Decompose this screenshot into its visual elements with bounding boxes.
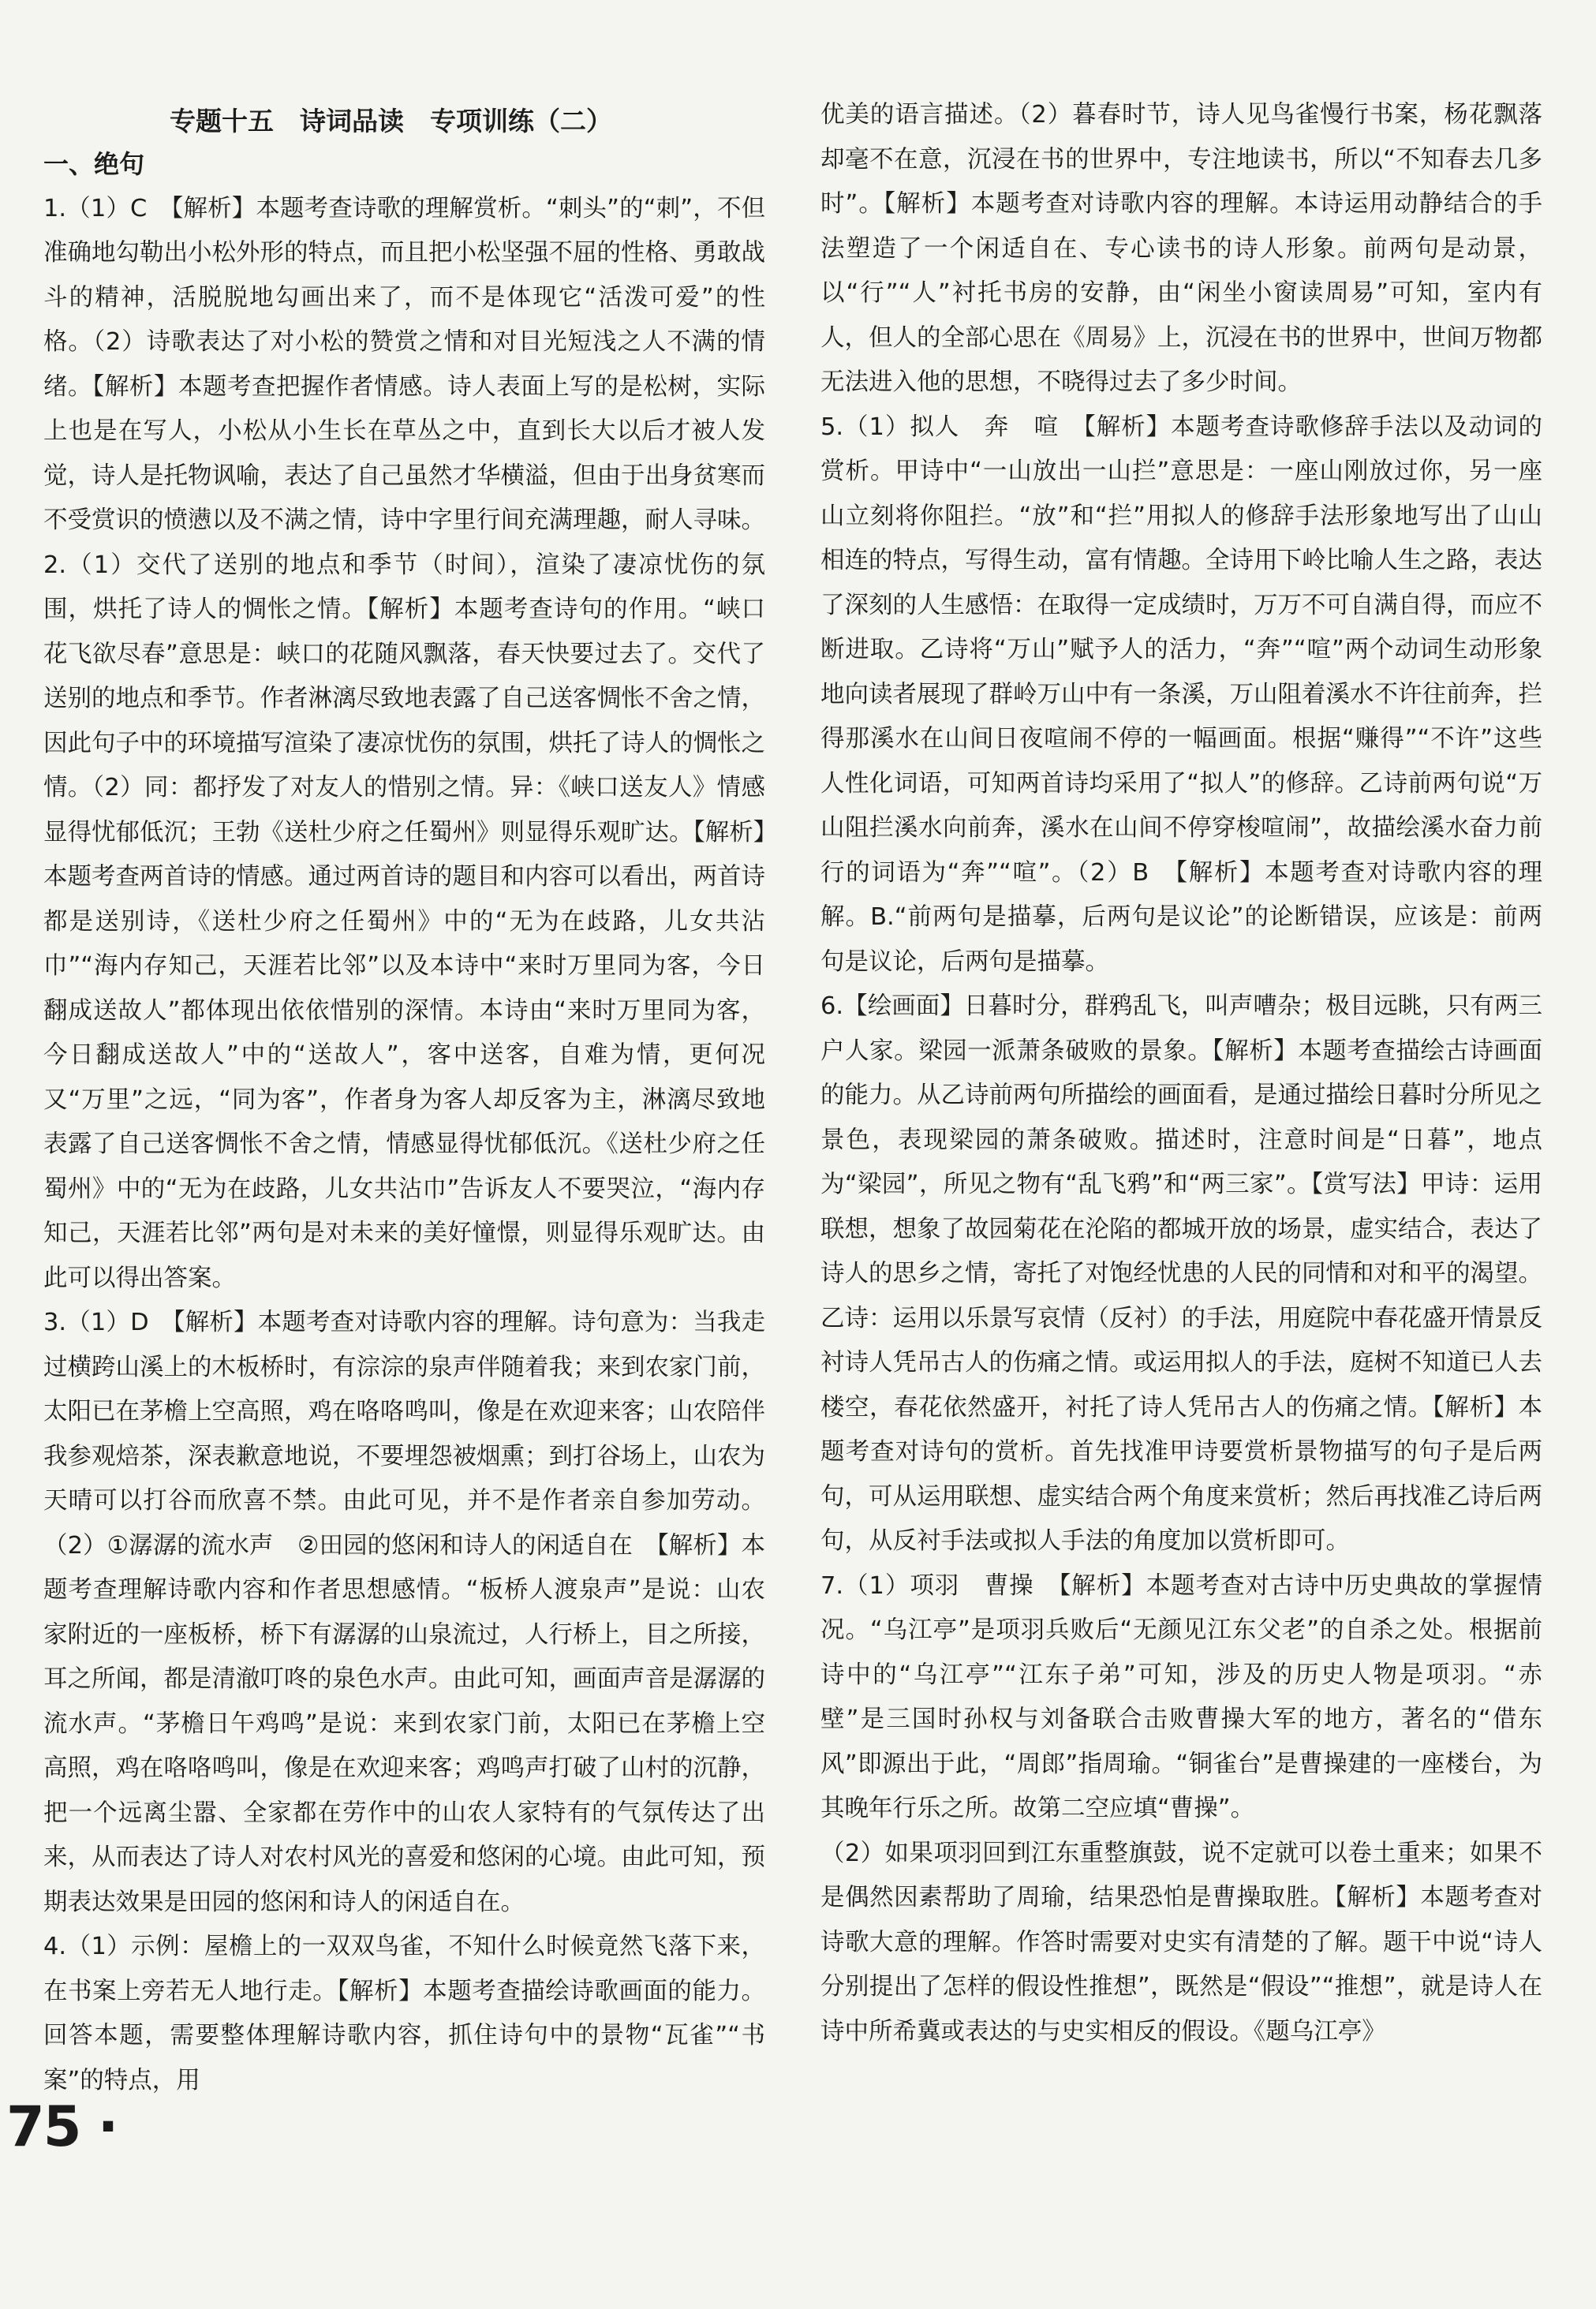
answer-5: 5.（1）拟人 奔 喧 【解析】本题考查诗歌修辞手法以及动词的赏析。甲诗中“一山放出一山拦”意思是：一座山刚放过你，另一座山立刻将你阻拦。“放”和“拦”用拟人的修辞手法形象地写出了山山相连的特点，写得生动，富有情趣。全诗用下岭比喻人生之路，表达了深刻的人生感悟：在取得一定成绩时，万万不可自满自得，而应不断进取。乙诗将“万山”赋予人的活力，“奔”“喧”两个动词生动形象地向读者展现了群岭万山中有一条溪，万山阻着溪水不许往前奔，拦得那溪水在山间日夜喧闹不停的一幅画面。根据“赚得”“不许”这些人性化词语，可知两首诗均采用了“拟人”的修辞。乙诗前两句说“万山阻拦溪水向前奔，溪水在山间不停穿梭喧闹”，故描绘溪水奋力前行的词语为“奔”“喧”。（2）B 【解析】本题考查对诗歌内容的理解。B.“前两句是描摹，后两句是议论”的论断错误，应该是：前两句是议论，后两句是描摹。: [820, 413, 1542, 976]
answer-4-continued: 优美的语言描述。（2）暮春时节，诗人见鸟雀慢行书案，杨花飘落却毫不在意，沉浸在书的世界中，专注地读书，所以“不知春去几多时”。【解析】本题考查对诗歌内容的理解。本诗运用动静结合的手法塑造了一个闲适自在、专心读书的诗人形象。前两句是动景，以“行”“人”衬托书房的安静，由“闲坐小窗读周易”可知，室内有人，但人的全部心思在《周易》上，沉浸在书的世界中，世间万物都无法进入他的思想，不晓得过去了多少时间。: [820, 101, 1542, 396]
answer-3: 3.（1）D 【解析】本题考查对诗歌内容的理解。诗句意为：当我走过横跨山溪上的木板桥时，有淙淙的泉声伴随着我；来到农家门前，太阳已在茅檐上空高照，鸡在咯咯鸣叫，像是在欢迎来客；山农陪伴我参观焙茶，深表歉意地说，不要埋怨被烟熏；到打谷场上，山农为天晴可以打谷而欣喜不禁。由此可见，并不是作者亲自参加劳动。（2）①潺潺的流水声 ②田园的悠闲和诗人的闲适自在 【解析】本题考查理解诗歌内容和作者思想感情。“板桥人渡泉声”是说：山农家附近的一座板桥，桥下有潺潺的山泉流过，人行桥上，目之所接，耳之所闻，都是清澈叮咚的泉色水声。由此可知，画面声音是潺潺的流水声。“茅檐日午鸡鸣”是说：来到农家门前，太阳已在茅檐上空高照，鸡在咯咯鸣叫，像是在欢迎来客；鸡鸣声打破了山村的沉静，把一个远离尘嚣、全家都在劳作中的山农人家特有的气氛传达了出来，从而表达了诗人对农村风光的喜爱和悠闲的心境。由此可知，预期表达效果是田园的悠闲和诗人的闲适自在。: [43, 1309, 765, 1916]
left-column: [43, 98, 765, 2103]
answer-4: 4.（1）示例：屋檐上的一双双鸟雀，不知什么时候竟然飞落下来，在书案上旁若无人地行走。【解析】本题考查描绘诗歌画面的能力。回答本题，需要整体理解诗歌内容，抓住诗句中的景物“瓦雀”“书案”的特点，用: [43, 1933, 765, 2094]
answer-7: 7.（1）项羽 曹操 【解析】本题考查对古诗中历史典故的掌握情况。“乌江亭”是项羽兵败后“无颜见江东父老”的自杀之处。根据前诗中的“乌江亭”“江东子弟”可知，涉及的历史人物是项羽。“赤壁”是三国时孙权与刘备联合击败曹操大军的地方，著名的“借东风”即源出于此，“周郎”指周瑜。“铜雀台”是曹操建的一座楼台，为其晚年行乐之所。故第二空应填“曹操”。: [820, 1571, 1542, 1822]
answer-6: 6.【绘画面】日暮时分，群鸦乱飞，叫声嘈杂；极目远眺，只有两三户人家。梁园一派萧条破败的景象。【解析】本题考查描绘古诗画面的能力。从乙诗前两句所描绘的画面看，是通过描绘日暮时分所见之景色，表现梁园的萧条破败。描述时，注意时间是“日暮”，地点为“梁园”，所见之物有“乱飞鸦”和“两三家”。【赏写法】甲诗：运用联想，想象了故园菊花在沦陷的都城开放的场景，虚实结合，表达了诗人的思乡之情，寄托了对饱经忧患的人民的同情和对和平的渴望。乙诗：运用以乐景写哀情（反衬）的手法，用庭院中春花盛开情景反衬诗人凭吊古人的伤痛之情。或运用拟人的手法，庭树不知道已人去楼空，春花依然盛开，衬托了诗人凭吊古人的伤痛之情。【解析】本题考查对诗句的赏析。首先找准甲诗要赏析景物描写的句子是后两句，可从运用联想、虚实结合两个角度来赏析；然后再找准乙诗后两句，从反衬手法或拟人手法的角度加以赏析即可。: [820, 992, 1542, 1555]
right-column: [820, 93, 1542, 2054]
answer-1: 1.（1）C 【解析】本题考查诗歌的理解赏析。“刺头”的“刺”，不但准确地勾勒出小松外形的特点，而且把小松坚强不屈的性格、勇敢战斗的精神，活脱脱地勾画出来了，而不是体现它“活泼可爱”的性格。（2）诗歌表达了对小松的赞赏之情和对目光短浅之人不满的情绪。【解析】本题考查把握作者情感。诗人表面上写的是松树，实际上也是在写人，小松从小生长在草丛之中，直到长大以后才被人发觉，诗人是托物讽喻，表达了自己虽然才华横溢，但由于出身贫寒而不受赏识的愤懑以及不满之情，诗中字里行间充满理趣，耐人寻味。: [43, 194, 765, 534]
page-number: 75 ·: [6, 2094, 118, 2159]
page-title: 专题十五 诗词品读 专项训练（二）: [170, 106, 612, 136]
answer-7-part-2: （2）如果项羽回到江东重整旗鼓，说不定就可以卷土重来；如果不是偶然因素帮助了周瑜，结果恐怕是曹操取胜。【解析】本题考查对诗歌大意的理解。作答时需要对史实有清楚的了解。题干中说“诗人分别提出了怎样的假设性推想”，既然是“假设”“推想”，就是诗人在诗中所希冀或表达的与史实相反的假设。《题乌江亭》: [820, 1839, 1542, 2046]
answer-2: 2.（1）交代了送别的地点和季节（时间），渲染了凄凉忧伤的氛围，烘托了诗人的惆怅之情。【解析】本题考查诗句的作用。“峡口花飞欲尽春”意思是：峡口的花随风飘落，春天快要过去了。交代了送别的地点和季节。作者淋漓尽致地表露了自己送客惆怅不舍之情，因此句子中的环境描写渲染了凄凉忧伤的氛围，烘托了诗人的惆怅之情。（2）同：都抒发了对友人的惜别之情。异：《峡口送友人》情感显得忧郁低沉；王勃《送杜少府之任蜀州》则显得乐观旷达。【解析】本题考查两首诗的情感。通过两首诗的题目和内容可以看出，两首诗都是送别诗，《送杜少府之任蜀州》中的“无为在歧路，儿女共沾巾”“海内存知己，天涯若比邻”以及本诗中“来时万里同为客，今日翻成送故人”都体现出依依惜别的深情。本诗由“来时万里同为客，今日翻成送故人”中的“送故人”，客中送客，自难为情，更何况又“万里”之远，“同为客”，作者身为客人却反客为主，淋漓尽致地表露了自己送客惆怅不舍之情，情感显得忧郁低沉。《送杜少府之任蜀州》中的“无为在歧路，儿女共沾巾”告诉友人不要哭泣，“海内存知己，天涯若比邻”两句是对未来的美好憧憬，则显得乐观旷达。由此可以得出答案。: [43, 551, 765, 1292]
section-heading: 一、绝句: [43, 149, 145, 179]
